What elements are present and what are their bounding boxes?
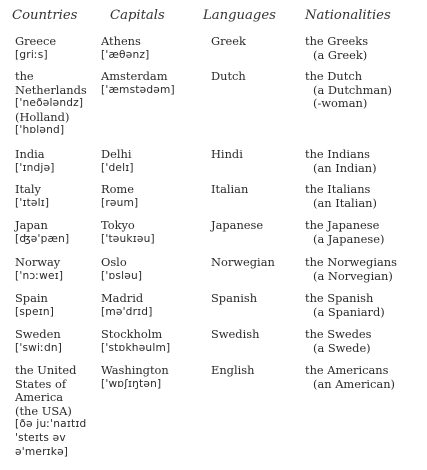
country-line: the xyxy=(15,69,34,83)
nationality-cell xyxy=(305,219,425,246)
capital-cell xyxy=(101,256,201,283)
country-line: (Holland) xyxy=(15,109,70,124)
country-line: Sweden xyxy=(15,327,61,341)
capital-line: Oslo xyxy=(101,255,127,269)
language-cell xyxy=(211,183,299,197)
capital-line: ['təukɪəu] xyxy=(101,232,155,245)
capital-line: Athens xyxy=(101,34,141,48)
nationality-line: the Indians xyxy=(305,147,371,161)
capital-line: ['æmstədəm] xyxy=(101,83,175,96)
country-line: ['neðələndz] xyxy=(15,97,84,110)
language-line: Greek xyxy=(211,34,246,48)
nationality-cell xyxy=(305,183,425,210)
capital-cell xyxy=(101,35,201,62)
country-line: [speɪn] xyxy=(15,305,55,318)
country-line: Italy xyxy=(15,182,41,196)
language-cell xyxy=(211,256,299,270)
nationality-cell xyxy=(305,256,425,283)
nationality-line: (an American) xyxy=(313,376,395,391)
nationality-line: the Spanish xyxy=(305,291,374,305)
country-line: Norway xyxy=(15,255,61,269)
language-line: Italian xyxy=(211,182,249,196)
country-line: ['ɪtəlɪ] xyxy=(15,196,50,209)
nationality-line: (a Dutchman) xyxy=(313,82,392,97)
capital-line: [rəum] xyxy=(101,196,139,209)
country-line: Greece xyxy=(15,34,57,48)
capital-line: Madrid xyxy=(101,291,144,305)
nationality-line: the Americans xyxy=(305,363,389,377)
language-cell xyxy=(211,292,299,306)
nationality-line: (a Greek) xyxy=(313,47,368,62)
language-cell xyxy=(211,219,299,233)
language-line: Spanish xyxy=(211,291,258,305)
country-line: the United xyxy=(15,363,77,377)
country-cell xyxy=(15,183,99,210)
capital-line: Washington xyxy=(101,363,169,377)
country-line: ['swiːdn] xyxy=(15,341,63,354)
language-cell xyxy=(211,70,299,84)
nationality-line: (a Spaniard) xyxy=(313,304,385,319)
capital-line: Delhi xyxy=(101,147,132,161)
nationality-line: the Japanese xyxy=(305,218,380,232)
country-line: 'steɪts əv xyxy=(15,431,66,444)
country-cell xyxy=(15,328,99,355)
language-line: Japanese xyxy=(211,218,264,232)
country-line: ['hɒlənd] xyxy=(15,124,65,137)
nationality-line: (a Norvegian) xyxy=(313,268,393,283)
capital-line: ['delɪ] xyxy=(101,161,134,174)
nationality-line: (a Japanese) xyxy=(313,231,385,246)
nationality-line: (-woman) xyxy=(313,96,368,111)
nationality-line: (a Swede) xyxy=(313,340,371,355)
capital-cell xyxy=(101,292,201,319)
nationality-cell xyxy=(305,148,425,175)
country-line: America xyxy=(15,390,64,405)
country-line: India xyxy=(15,147,45,161)
country-line: Netherlands xyxy=(15,82,87,97)
language-cell xyxy=(211,328,299,342)
capital-cell xyxy=(101,148,201,175)
country-line: Spain xyxy=(15,291,48,305)
country-line: [griːs] xyxy=(15,48,48,61)
language-line: English xyxy=(211,363,255,377)
nationality-line: the Norwegians xyxy=(305,255,397,269)
nationality-cell xyxy=(305,364,425,391)
nationality-cell xyxy=(305,35,425,62)
capital-cell xyxy=(101,183,201,210)
capital-line: ['wɒʃɪŋtən] xyxy=(101,377,162,390)
capital-line: ['æθənz] xyxy=(101,48,150,61)
country-line: [ðə juː'naɪtɪd xyxy=(15,418,87,431)
language-cell xyxy=(211,364,299,378)
country-cell xyxy=(15,364,99,459)
country-cell xyxy=(15,292,99,319)
country-line: States of xyxy=(15,376,67,391)
capital-line: Rome xyxy=(101,182,134,196)
nationality-line: (an Indian) xyxy=(313,160,377,175)
capital-line: ['ɒsləu] xyxy=(101,269,143,282)
country-cell xyxy=(15,148,99,175)
capital-line: ['stɒkhəulm] xyxy=(101,341,171,354)
country-cell xyxy=(15,35,99,62)
header-countries: Countries xyxy=(12,8,78,23)
capital-cell xyxy=(101,364,201,391)
country-line: ['nɔːweɪ] xyxy=(15,269,64,282)
nationality-line: the Italians xyxy=(305,182,371,196)
country-line: (the USA) xyxy=(15,403,72,418)
country-cell xyxy=(15,256,99,283)
language-cell xyxy=(211,35,299,49)
country-cell xyxy=(15,70,99,138)
country-line: ə'merɪkə] xyxy=(15,445,69,458)
header-nationalities: Nationalities xyxy=(305,8,391,23)
capital-line: [mə'drɪd] xyxy=(101,305,153,318)
language-cell xyxy=(211,148,299,162)
header-capitals: Capitals xyxy=(110,8,165,23)
capital-line: Amsterdam xyxy=(101,69,168,83)
capital-cell xyxy=(101,219,201,246)
country-line: ['ɪndjə] xyxy=(15,161,55,174)
capital-line: Stockholm xyxy=(101,327,163,341)
language-line: Swedish xyxy=(211,327,260,341)
header-languages: Languages xyxy=(203,8,276,23)
country-cell xyxy=(15,219,99,246)
language-line: Norwegian xyxy=(211,255,275,269)
capital-cell xyxy=(101,70,201,97)
language-line: Dutch xyxy=(211,69,246,83)
country-line: [ʤə'pæn] xyxy=(15,232,70,245)
nationality-line: the Swedes xyxy=(305,327,372,341)
nationality-cell xyxy=(305,70,425,111)
nationality-cell xyxy=(305,328,425,355)
country-line: Japan xyxy=(15,218,48,232)
capital-line: Tokyo xyxy=(101,218,135,232)
nationality-line: the Dutch xyxy=(305,69,363,83)
capital-cell xyxy=(101,328,201,355)
nationality-cell xyxy=(305,292,425,319)
nationality-line: the Greeks xyxy=(305,34,369,48)
nationality-line: (an Italian) xyxy=(313,195,377,210)
language-line: Hindi xyxy=(211,147,243,161)
